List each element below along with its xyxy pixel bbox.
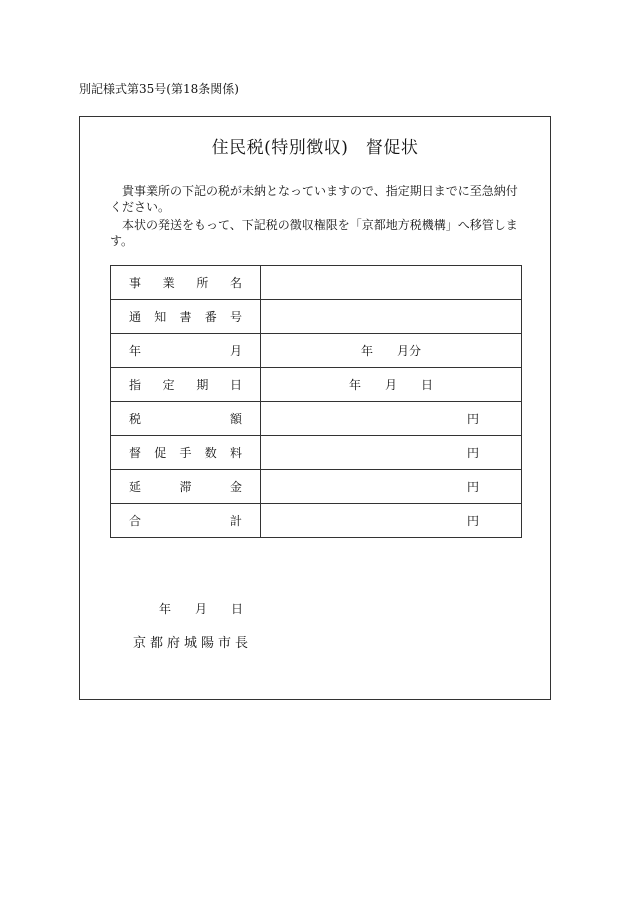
row-label <box>111 436 261 470</box>
row-label-text <box>129 376 242 393</box>
notice-paragraph-2 <box>110 217 522 249</box>
row-value: 年 月 日 <box>261 368 522 402</box>
notice-paragraph-1 <box>110 183 522 215</box>
notice-paragraph-2-line-2: す。 <box>110 234 134 248</box>
row-label-char: 書 <box>179 310 192 324</box>
row-label-char: 通 <box>129 310 142 324</box>
row-label-char: 料 <box>229 446 242 460</box>
form-number: 別記様式第35号(第18条関係) <box>79 82 239 96</box>
row-label-char: 指 <box>129 378 142 392</box>
row-label-text <box>129 478 242 495</box>
row-label <box>111 266 261 300</box>
row-value: 円 <box>261 504 522 538</box>
table-row <box>111 266 522 300</box>
row-label-char: 日 <box>229 378 242 392</box>
row-label-char: 年 <box>129 344 142 358</box>
notice-paragraph-1-line-2: ください。 <box>110 200 171 214</box>
row-label-text <box>129 444 242 461</box>
row-label-char: 事 <box>129 276 142 290</box>
row-label <box>111 334 261 368</box>
tax-info-table <box>110 265 522 538</box>
row-label-char: 税 <box>129 412 142 426</box>
tax-info-table-body <box>111 266 522 538</box>
row-label-char: 滞 <box>179 480 192 494</box>
row-value: 円 <box>261 436 522 470</box>
row-label-char: 延 <box>129 480 142 494</box>
issuer-name: 京都府城陽市長 <box>133 636 253 651</box>
table-row <box>111 436 522 470</box>
row-label-text <box>129 410 242 427</box>
row-value: 円 <box>261 402 522 436</box>
row-label-char: 合 <box>129 514 142 528</box>
signature-date: 年 月 日 <box>159 602 244 616</box>
row-label-char: 計 <box>229 514 242 528</box>
row-label <box>111 470 261 504</box>
table-row <box>111 334 522 368</box>
row-label-char: 所 <box>196 276 209 290</box>
row-label-text <box>129 512 242 529</box>
notice-paragraph-2-line-1: 本状の発送をもって、下記税の徴収権限を「京都地方税機構」へ移管しま <box>110 218 518 232</box>
row-label-char: 名 <box>229 276 242 290</box>
row-label-char: 定 <box>162 378 175 392</box>
table-row <box>111 470 522 504</box>
row-label-char: 促 <box>154 446 167 460</box>
table-row <box>111 300 522 334</box>
row-value: 円 <box>261 470 522 504</box>
row-label <box>111 300 261 334</box>
row-label <box>111 504 261 538</box>
row-label-char: 金 <box>229 480 242 494</box>
row-label-char: 督 <box>129 446 142 460</box>
row-label-text <box>129 308 242 325</box>
row-value: 年 月分 <box>261 334 522 368</box>
table-row <box>111 368 522 402</box>
table-row <box>111 504 522 538</box>
row-value <box>261 300 522 334</box>
document-title: 住民税(特別徴収) 督促状 <box>211 138 419 158</box>
row-label-char: 月 <box>229 344 242 358</box>
row-label-char: 業 <box>162 276 175 290</box>
row-label-char: 番 <box>204 310 217 324</box>
row-label-char: 額 <box>229 412 242 426</box>
row-label-text <box>129 274 242 291</box>
row-label-char: 号 <box>229 310 242 324</box>
row-label <box>111 368 261 402</box>
row-label-char: 数 <box>204 446 217 460</box>
row-label <box>111 402 261 436</box>
table-row <box>111 402 522 436</box>
notice-paragraph-1-line-1: 貴事業所の下記の税が未納となっていますので、指定期日までに至急納付 <box>110 184 518 198</box>
row-label-char: 期 <box>196 378 209 392</box>
row-label-char: 知 <box>154 310 167 324</box>
row-label-text <box>129 342 242 359</box>
row-label-char: 手 <box>179 446 192 460</box>
row-value <box>261 266 522 300</box>
